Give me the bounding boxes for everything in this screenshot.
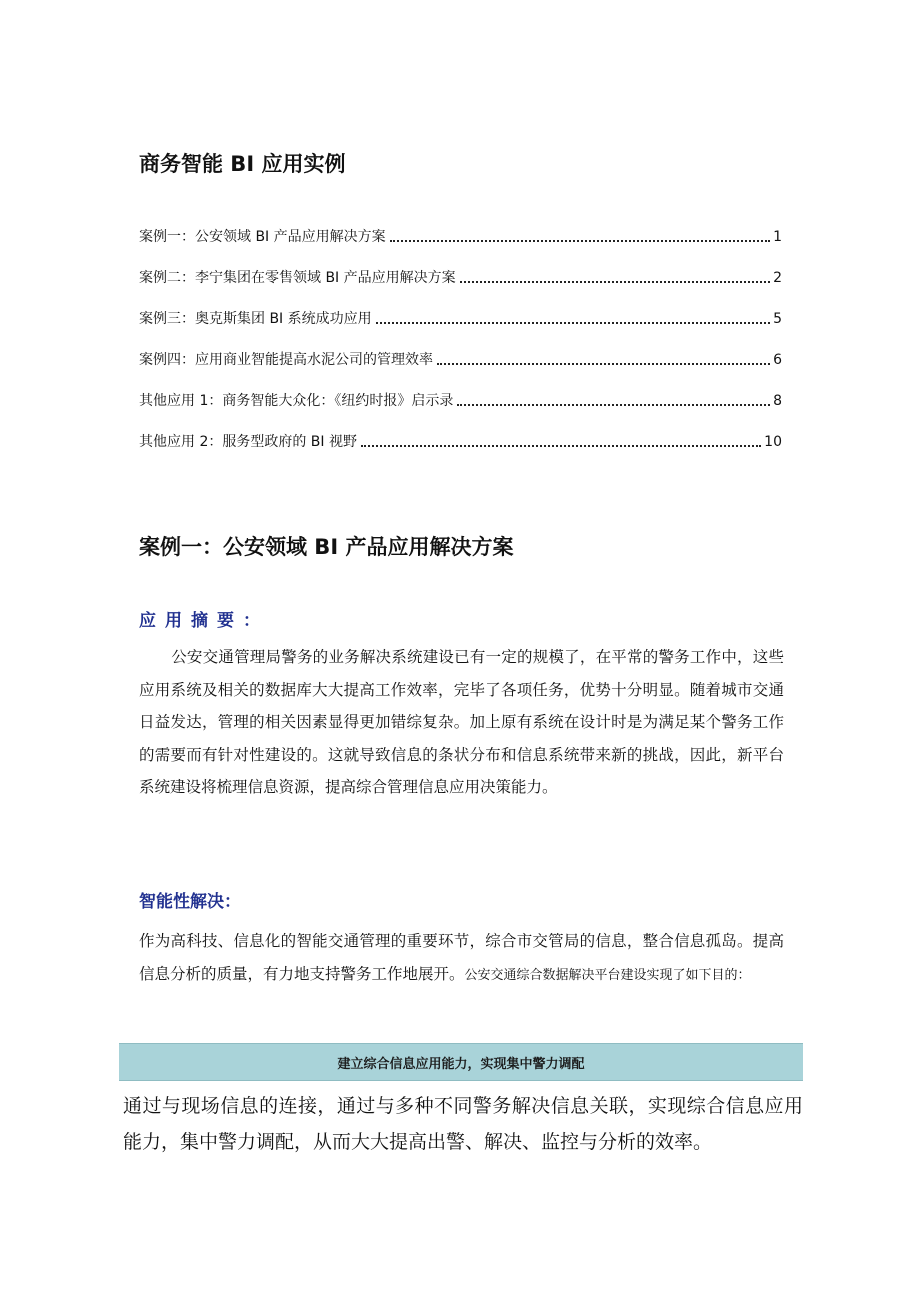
smart-text: 作为高科技、信息化的智能交通管理的重要环节，综合市交管局的信息，整合信息孤岛。提高信息分析的质量，有力地支持警务工作地展开。 (139, 932, 784, 983)
toc-entry-label: 案例一：公安领域 BI 产品应用解决方案 (139, 229, 386, 245)
toc-entry-page: 1 (773, 229, 782, 245)
toc-entry[interactable] (139, 387, 782, 411)
toc-entry-page: 8 (773, 393, 782, 409)
highlight-banner (119, 1043, 803, 1081)
toc-entry[interactable] (139, 346, 782, 370)
toc-entry[interactable] (139, 264, 782, 288)
toc-leader (390, 240, 770, 242)
summary-paragraph (139, 641, 784, 804)
summary-heading: 应用摘要： (139, 611, 269, 631)
summary-text: 公安交通管理局警务的业务解决系统建设已有一定的规模了，在平常的警务工作中，这些应用系统及相关的数据库大大提高工作效率，完毕了各项任务，优势十分明显。随着城市交通日益发达，管理的相关因素显得更加错综复杂。加上原有系统在设计时是为满足某个警务工作的需要而有针对性建设的。这就导致信息的条状分布和信息系统带来新的挑战，因此，新平台系统建设将梳理信息资源，提高综合管理信息应用决策能力。 (139, 648, 784, 796)
smart-paragraph (139, 925, 784, 992)
toc-entry[interactable] (139, 305, 782, 329)
banner-text: 建立综合信息应用能力，实现集中警力调配 (337, 1056, 585, 1072)
toc-entry[interactable] (139, 223, 782, 247)
bottom-paragraph: 通过与现场信息的连接，通过与多种不同警务解决信息关联，实现综合信息应用能力，集中警力调配，从而大大提高出警、解决、监控与分析的效率。 (123, 1095, 803, 1153)
toc-entry-label: 其他应用 1：商务智能大众化：《纽约时报》启示录 (139, 393, 454, 409)
section-heading: 案例一：公安领域 BI 产品应用解决方案 (139, 535, 514, 559)
document-title: 商务智能 BI 应用实例 (139, 152, 346, 176)
toc-entry-label: 案例四：应用商业智能提高水泥公司的管理效率 (139, 352, 433, 368)
toc-entry-label: 案例二：李宁集团在零售领域 BI 产品应用解决方案 (139, 270, 456, 286)
toc-entry-label: 案例三：奥克斯集团 BI 系统成功应用 (139, 311, 372, 327)
toc-entry-page: 2 (773, 270, 782, 286)
toc-leader (376, 322, 770, 324)
smart-text-small: 公安交通综合数据解决平台建设实现了如下目的： (464, 967, 751, 983)
toc-leader (460, 281, 770, 283)
toc-entry[interactable] (139, 428, 782, 452)
toc-entry-label: 其他应用 2：服务型政府的 BI 视野 (139, 434, 357, 450)
toc-leader (361, 445, 761, 447)
toc-entry-page: 5 (773, 311, 782, 327)
toc-entry-page: 6 (773, 352, 782, 368)
toc-leader (437, 363, 770, 365)
toc-leader (457, 404, 770, 406)
smart-heading: 智能性解决： (139, 892, 241, 912)
toc-entry-page: 10 (764, 434, 782, 450)
